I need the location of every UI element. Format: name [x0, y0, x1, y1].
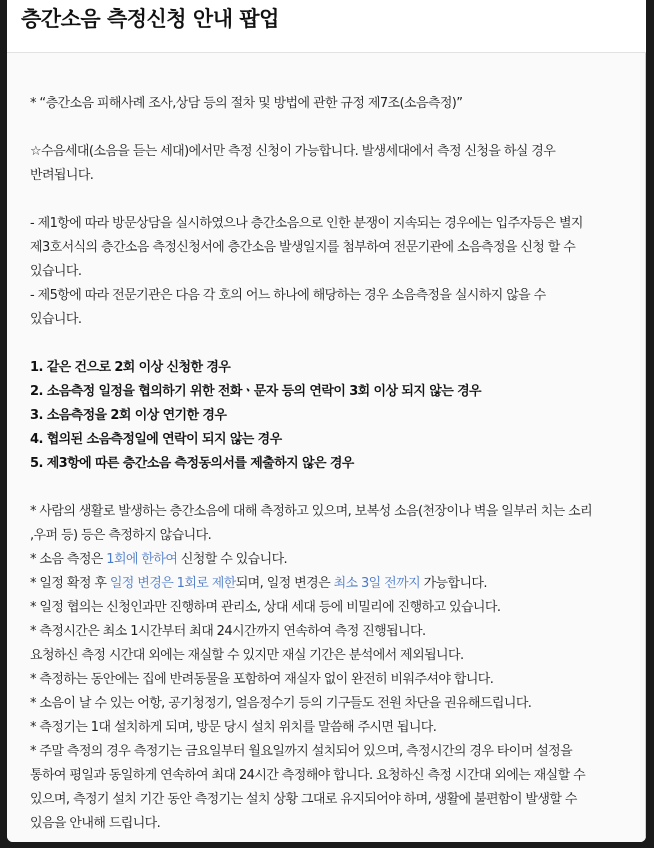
scroll-edge	[645, 53, 646, 842]
note-text: 신청할 수 있습니다.	[177, 552, 288, 567]
condition-item-3: 3. 소음측정을 2회 이상 연기한 경우	[30, 408, 227, 423]
note-text: * 소음 측정은	[30, 552, 107, 567]
condition-item-2: 2. 소음측정 일정을 협의하기 위한 전화ㆍ문자 등의 연락이 3회 이상 되지 않는 경우	[30, 384, 481, 399]
note-noise-scope-1: * 사람의 생활로 발생하는 층간소음에 대해 측정하고 있으며, 보복성 소음(천장이나 벽을 일부러 치는 소리	[30, 504, 593, 519]
popup-title: 층간소음 측정신청 안내 팝업	[21, 7, 279, 31]
highlight-text: 최소 3일 전까지	[333, 576, 421, 591]
condition-item-5: 5. 제3항에 따른 층간소음 측정동의서를 제출하지 않은 경우	[30, 456, 354, 471]
note-occupancy: 요청하신 측정 시간대 외에는 재실할 수 있지만 재실 기간은 분석에서 제외됩니다.	[30, 648, 464, 663]
note-request-limit	[30, 548, 646, 572]
notice-line-1: ☆수음세대(소음을 듣는 세대)에서만 측정 신청이 가능합니다. 발생세대에서 측정 신청을 하실 경우	[30, 144, 556, 159]
note-privacy: * 일정 협의는 신청인과만 진행하며 관리소, 상대 세대 등에 비밀리에 진행하고 있습니다.	[30, 600, 501, 615]
note-weekend-3: 있으며, 측정기 설치 기간 동안 측정기는 설치 상황 그대로 유지되어야 하며, 생활에 불편함이 발생할 수	[30, 792, 577, 807]
notice-line-2: 반려됩니다.	[30, 168, 94, 183]
note-text: 되며, 일정 변경은	[235, 576, 334, 591]
regulation-reference: * “층간소음 피해사례 조사,상담 등의 절차 및 방법에 관한 규정 제7조(소음측정)”	[30, 96, 463, 111]
note-text: * 일정 확정 후	[30, 576, 110, 591]
paragraph-line-4: - 제5항에 따라 전문기관은 다음 각 호의 어느 하나에 해당하는 경우 소음측정을 실시하지 않을 수	[30, 288, 546, 303]
highlight-text: 일정 변경은 1회로 제한	[109, 576, 236, 591]
paragraph-line-5: 있습니다.	[30, 312, 82, 327]
note-text: 가능합니다.	[420, 576, 487, 591]
popup-header	[7, 0, 646, 53]
paragraph-line-1: - 제1항에 따라 방문상담을 실시하였으나 층간소음으로 인한 분쟁이 지속되는 경우에는 입주자등은 별지	[30, 216, 583, 231]
note-weekend-4: 있음을 안내해 드립니다.	[30, 816, 161, 831]
highlight-text: 1회에 한하여	[106, 552, 178, 567]
paragraph-line-2: 제3호서식의 층간소음 측정신청서에 층간소음 발생일지를 첨부하여 전문기관에 소음측정을 신청 할 수	[30, 240, 576, 255]
note-duration: * 측정시간은 최소 1시간부터 최대 24시간까지 연속하여 측정 진행됩니다.	[30, 624, 426, 639]
condition-item-4: 4. 협의된 소음측정일에 연락이 되지 않는 경우	[30, 432, 282, 447]
paragraph-line-3: 있습니다.	[30, 264, 82, 279]
note-vacate: * 측정하는 동안에는 집에 반려동물을 포함하여 재실자 없이 완전히 비워주셔야 합니다.	[30, 672, 494, 687]
popup-body[interactable]	[7, 53, 646, 842]
popup-content	[30, 92, 646, 836]
note-schedule-change	[30, 572, 646, 596]
note-weekend-1: * 주말 측정의 경우 측정기는 금요일부터 월요일까지 설치되어 있으며, 측정시간의 경우 타이머 설정을	[30, 744, 573, 759]
note-noise-scope-2: ,우퍼 등) 등은 측정하지 않습니다.	[30, 528, 212, 543]
note-appliances: * 소음이 날 수 있는 어항, 공기청정기, 얼음정수기 등의 기구들도 전원 차단을 권유해드립니다.	[30, 696, 532, 711]
notice-popup	[7, 0, 646, 842]
note-weekend-2: 통하여 평일과 동일하게 연속하여 최대 24시간 측정해야 합니다. 요청하신 측정 시간대 외에는 재실할 수	[30, 768, 586, 783]
note-device-placement: * 측정기는 1대 설치하게 되며, 방문 당시 설치 위치를 말씀해 주시면 됩니다.	[30, 720, 437, 735]
condition-item-1: 1. 같은 건으로 2회 이상 신청한 경우	[30, 360, 231, 375]
